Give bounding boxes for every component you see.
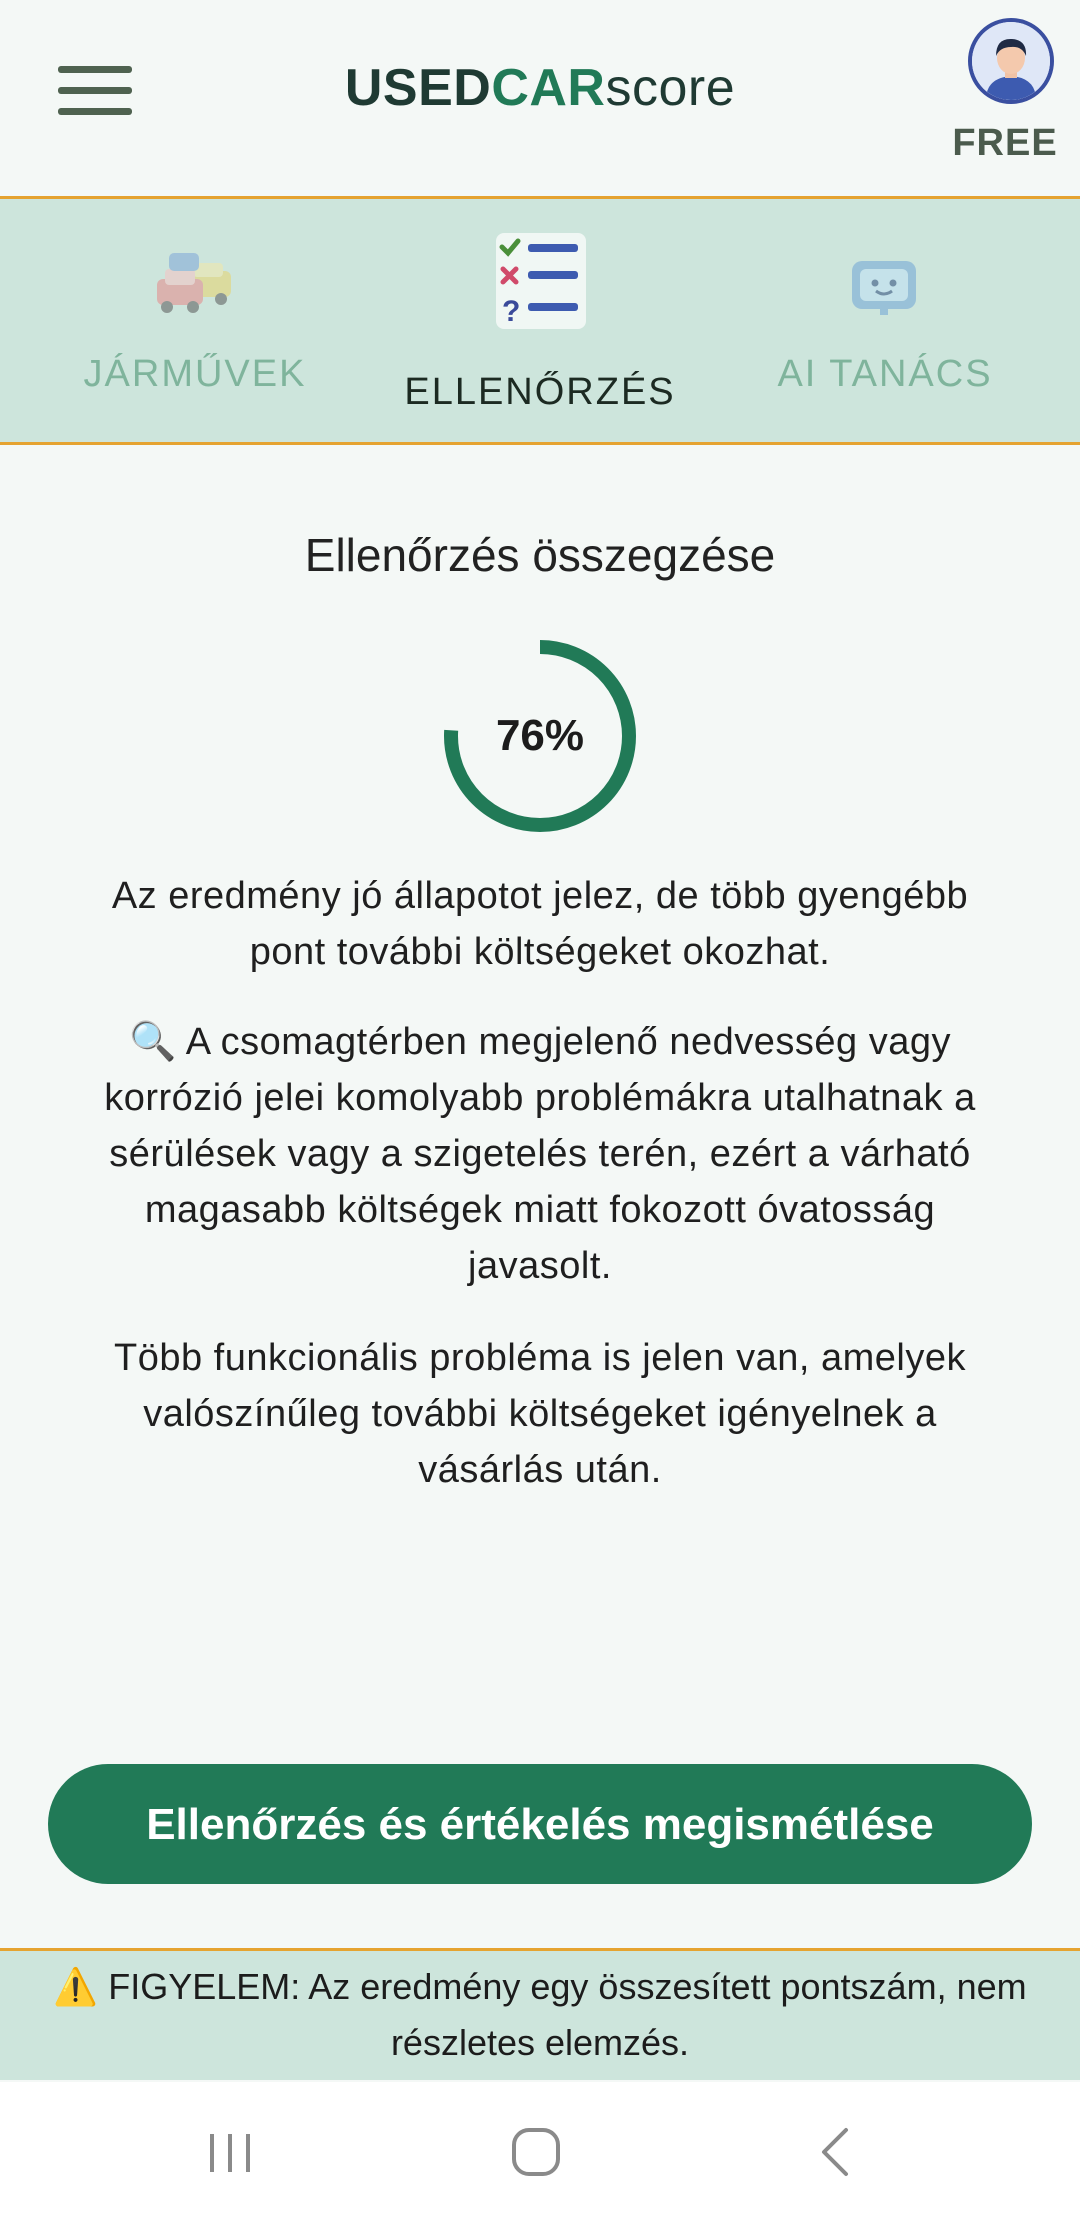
tab-label: ELLENŐRZÉS xyxy=(404,371,676,413)
score-value: 76% xyxy=(495,711,585,760)
app-header xyxy=(0,0,1080,199)
home-icon[interactable] xyxy=(506,2122,566,2182)
checklist-icon xyxy=(492,231,588,331)
app-title xyxy=(0,58,1080,118)
back-icon[interactable] xyxy=(808,2122,868,2182)
summary-title: Ellenőrzés összegzése xyxy=(304,529,776,581)
brand-part-score: score xyxy=(605,59,736,117)
tab-bar xyxy=(0,199,1080,445)
tab-vehicles[interactable] xyxy=(40,199,350,442)
summary-paragraph-2: 🔍 A csomagtérben megjelenő nedvesség vagy korrózió jelei komolyabb problémákra utalhatnak a sérülések vagy a szigetelés terén, ezért a várható magasabb költségek miatt fokozott óvatosság javasolt. xyxy=(104,1021,976,1287)
summary-paragraph-3: Több funkcionális probléma is jelen van, amelyek valószínűleg további költségeket igényelnek a vásárlás után. xyxy=(114,1337,966,1491)
warning-banner: ⚠️ FIGYELEM: Az eredmény egy összesített pontszám, nem részletes elemzés. xyxy=(0,1948,1080,2080)
tab-ai-advice[interactable] xyxy=(730,199,1040,442)
cars-icon xyxy=(155,249,235,315)
system-nav-bar xyxy=(0,2082,1080,2220)
svg-text:?: ? xyxy=(502,295,521,328)
brand-part-used: USED xyxy=(344,59,492,117)
recent-apps-icon[interactable] xyxy=(200,2122,260,2182)
repeat-check-button[interactable]: Ellenőrzés és értékelés megismétlése xyxy=(48,1764,1032,1884)
plan-badge: FREE xyxy=(952,122,1058,164)
brand-part-car: CAR xyxy=(491,59,606,117)
tab-label: JÁRMŰVEK xyxy=(83,353,307,395)
tab-check[interactable] xyxy=(385,199,695,442)
avatar-icon[interactable] xyxy=(968,18,1054,104)
summary-paragraph-1: Az eredmény jó állapotot jelez, de több gyengébb pont további költségeket okozhat. xyxy=(111,875,969,973)
robot-icon xyxy=(848,255,920,317)
tab-label: AI TANÁCS xyxy=(777,353,993,395)
